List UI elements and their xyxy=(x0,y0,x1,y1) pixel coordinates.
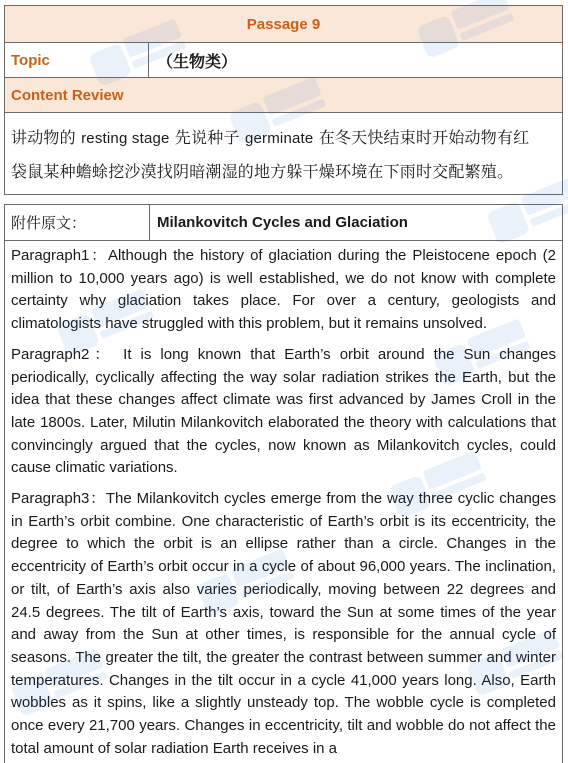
paragraph-3: Paragraph3：The Milankovitch cycles emerge from the way three cyclic changes in Earth’s orbit combine. One characteristic of Earth’s orbit is its eccentricity, the degree to which the orbit is an ellipse rather than a circle. Changes in the eccentricity of Earth’s orbit occur in a cycle of about 96,000 years. The inclination, or tilt, of Earth’s axis also varies periodically, moving between 22 degrees and 24.5 degrees. The tilt of Earth’s axis, toward the Sun at some times of the year and away from the Sun at other times, is responsible for the annual cycle of seasons. The greater the tilt, the greater the contrast between summer and winter temperatures. Changes in the tilt occur in a cycle 41,000 years long. Also, Earth wobbles as it spins, like a slightly unsteady top. The wobble cycle is completed once every 21,700 years. Changes in eccentricity, tilt and wobble do not affect the total amount of solar radiation Earth receives in a xyxy=(11,490,556,757)
review-text-segment: 在冬天快结束时开始动物有红 xyxy=(313,128,530,147)
article-title: Milankovitch Cycles and Glaciation xyxy=(157,214,408,231)
source-text-table xyxy=(4,204,563,763)
review-term-resting-stage: resting stage xyxy=(81,130,170,147)
source-header-row xyxy=(5,205,562,241)
review-text-segment: 先说种子 xyxy=(169,128,245,147)
paragraph-2: Paragraph2： It is long known that Earth’s orbit around the Sun changes periodically, cyclically affecting the way solar radiation strikes the Earth, but the idea that these changes affect climate was first advanced by James Croll in the late 1800s. Later, Milutin Milankovitch elaborated the theory with calculations that convincingly argued that the cycles, now known as Milankovitch cycles, could cause climatic variations. xyxy=(11,345,556,477)
review-text-segment: 讲动物的 xyxy=(11,128,82,147)
content-review-label: Content Review xyxy=(5,78,562,113)
passage-info-table xyxy=(4,5,563,195)
review-text-line2: 袋鼠某种蟾蜍挖沙漠找阴暗潮湿的地方躲干燥环境在下雨时交配繁殖。 xyxy=(11,162,514,181)
source-label: 附件原文： xyxy=(5,205,150,240)
passage-title: Passage 9 xyxy=(5,6,562,43)
topic-row xyxy=(5,43,562,78)
review-term-germinate: germinate xyxy=(244,130,314,147)
topic-value: （生物类） xyxy=(157,51,238,71)
topic-label: Topic xyxy=(5,43,149,77)
paragraph-1: Paragraph1：Although the history of glaciation during the Pleistocene epoch (2 million to 10,000 years ago) is well established, we do not know with complete certainty why glaciation takes place. For over a century, geologists and climatologists have struggled with this problem, but it remains unsolved. xyxy=(11,247,556,333)
content-review-text xyxy=(5,113,562,194)
